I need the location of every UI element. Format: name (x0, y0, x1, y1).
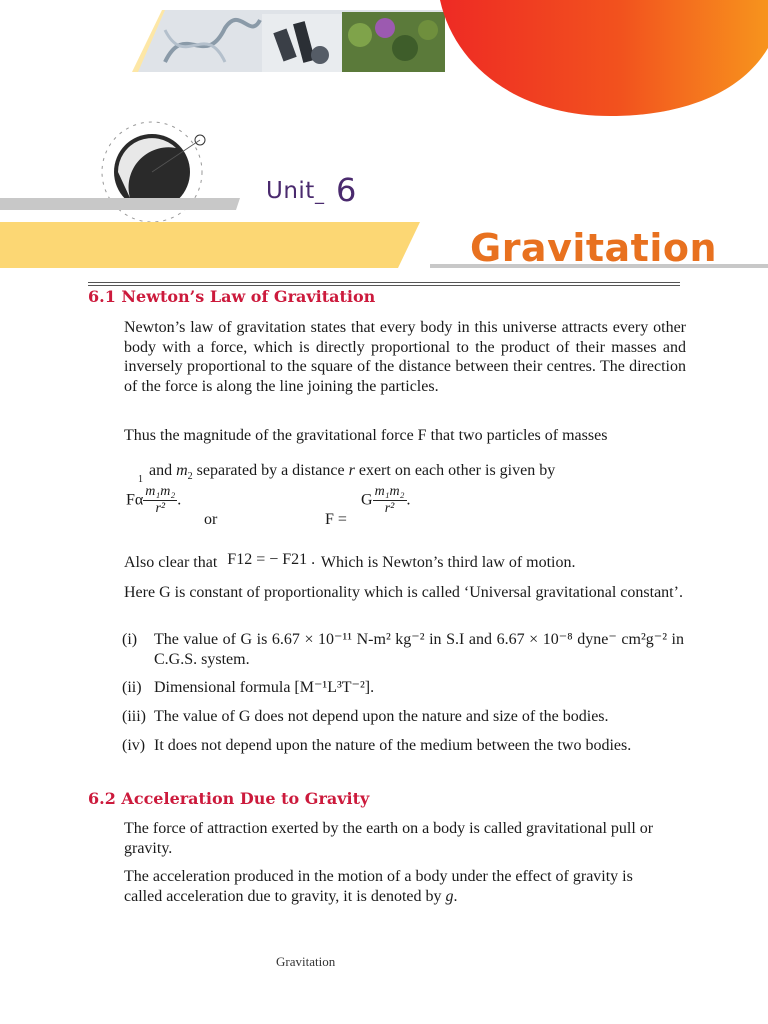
section-rule-top (88, 282, 680, 283)
paragraph-gravity-definition: The force of attraction exerted by the earth on a body is called gravitational pull or gravity. (124, 820, 654, 857)
list-item: (iii) The value of G does not depend upon the nature and size of the bodies. (122, 708, 609, 725)
paragraph-acceleration: The acceleration produced in the motion of a body under the effect of gravity is called acceleration due to gravity, it is denoted by g. (124, 868, 633, 905)
list-item: (i) The value of G is 6.67 × 10⁻¹¹ N-m² kg⁻² in S.I and 6.67 × 10⁻⁸ dyne⁻ cm²g⁻² in C.G.S. system. (122, 631, 684, 668)
paragraph-masses-line: $_1$ and $m_2$ separated by a distance r exert on each other is given by (138, 462, 556, 486)
chapter-title: Gravitation (470, 226, 718, 270)
section-heading-6-2: 6.2 Acceleration Due to Gravity (88, 789, 370, 808)
formula-equality-rhs: G $\frac{\text{m₁m₂}}{\text{r²}}$ . (361, 484, 411, 516)
footer-running-title: Gravitation (276, 954, 336, 969)
paragraph-universal-constant: Here G is constant of proportionality which is called ‘Universal gravitational constant’. (124, 584, 683, 601)
red-orange-circle (440, 0, 768, 116)
yellow-band (0, 222, 420, 268)
grey-band (0, 198, 240, 210)
paragraph-magnitude-intro: Thus the magnitude of the gravitational force F that two particles of masses (124, 427, 608, 444)
third-law-equation: F12 = − F21 . (227, 551, 316, 568)
unit-dash: _ (315, 184, 324, 205)
formula-equality-lhs: F = (325, 511, 347, 528)
paragraph-newton-law: Newton’s law of gravitation states that every body in this universe attracts every other body with a force, which is directly proportional to the product of their masses and inversely proportional to the square of the distance between their centres. The direction of the force is along the line joining the particles. (124, 319, 686, 395)
list-item: (ii) Dimensional formula [M⁻¹L³T⁻²]. (122, 679, 375, 696)
unit-number: 6 (336, 171, 357, 209)
photo-strip (138, 10, 445, 72)
subscript-1: 1 (138, 474, 143, 486)
section-rule-bottom (88, 285, 680, 286)
list-item: (iv) It does not depend upon the nature of the medium between the two bodies. (122, 737, 632, 754)
section-heading-6-1: 6.1 Newton’s Law of Gravitation (88, 287, 376, 306)
paragraph-third-law: Also clear that F12 = − F21 . Which is Newton’s third law of motion. (124, 551, 576, 571)
formula-proportional: Fα $\frac{\text{m₁m₂}}{\text{r²}}$ . (126, 484, 182, 516)
unit-label: Unit (266, 178, 315, 204)
word-or: or (204, 511, 218, 528)
